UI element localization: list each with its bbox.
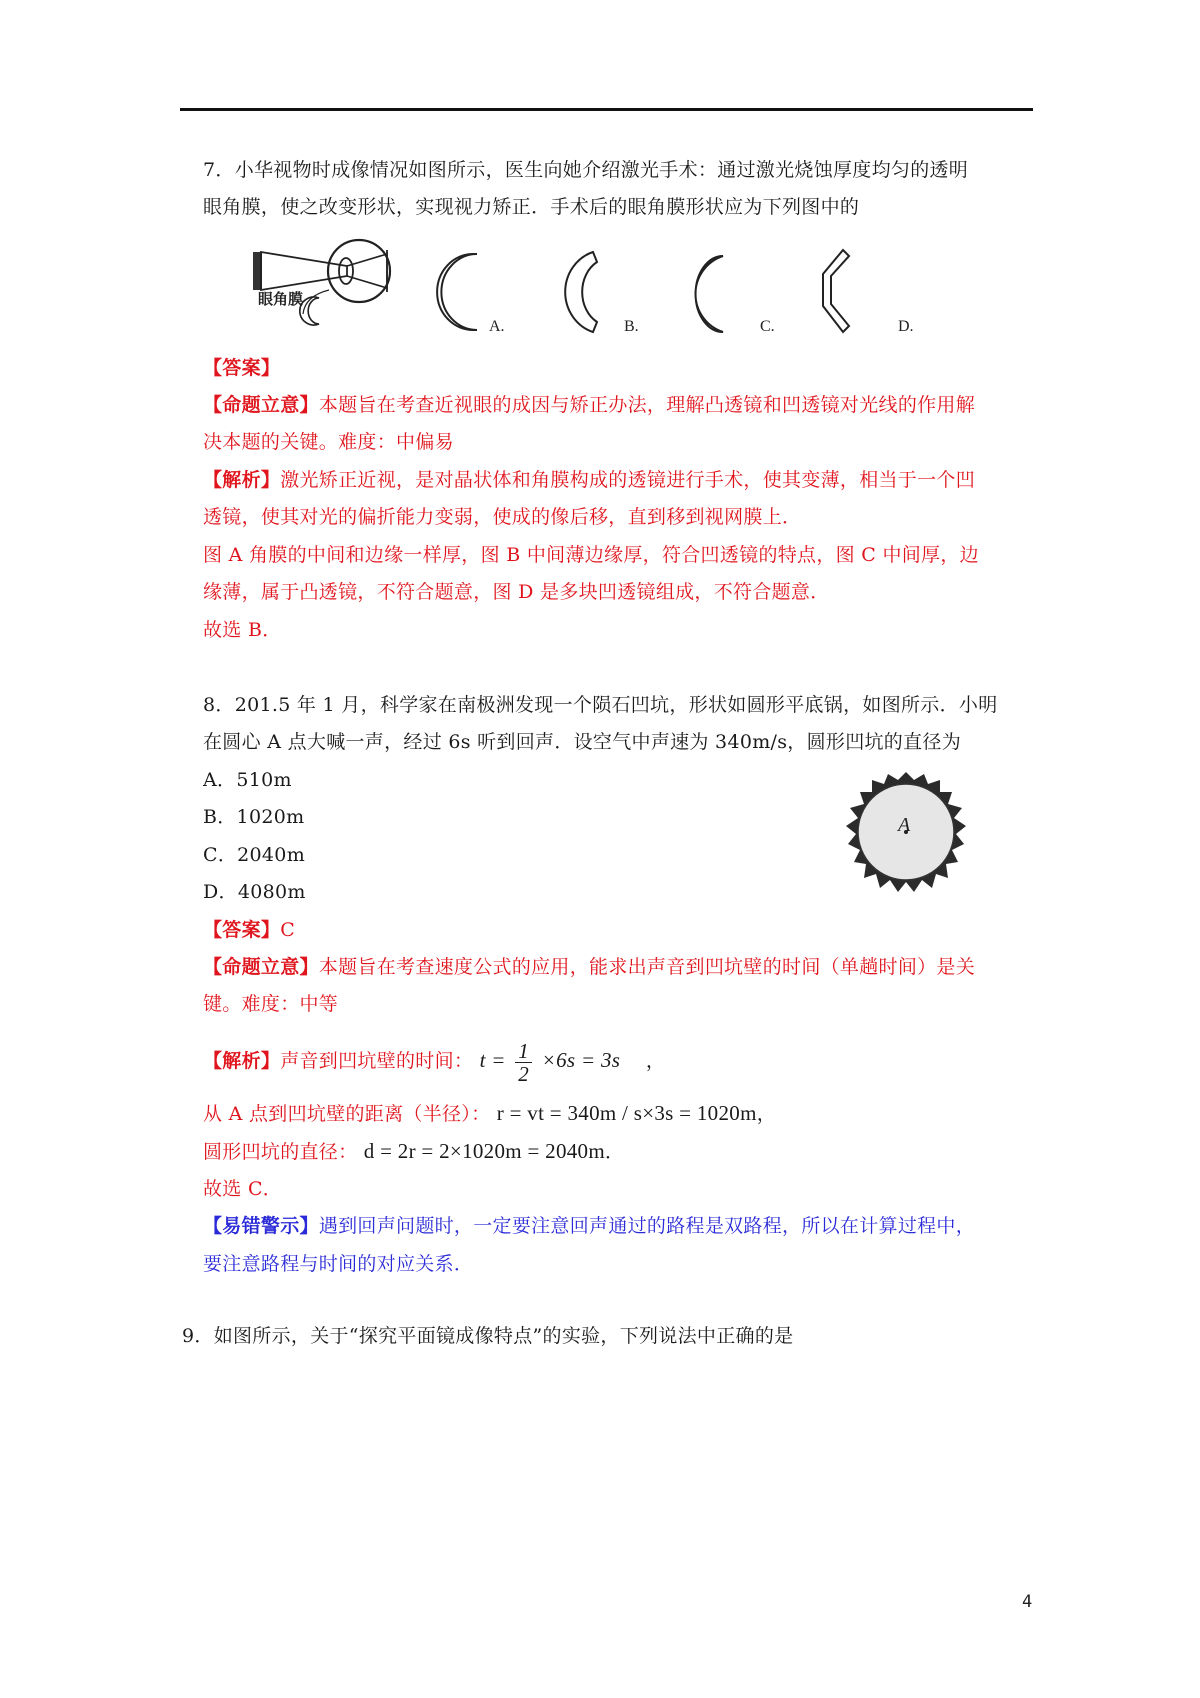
q7-answer-tag: 【答案】 [203, 357, 281, 379]
q7-option-a-label: A. [489, 318, 505, 335]
q8-analysis-text3: 圆形凹坑的直径： [203, 1141, 358, 1163]
q7-stem-line2: 眼角膜，使之改变形状，实现视力矫正．手术后的眼角膜形状应为下列图中的 [203, 196, 860, 218]
q7-intent-tag: 【命题立意】 [203, 394, 319, 416]
q8-warning-line2: 要注意路程与时间的对应关系． [203, 1253, 474, 1275]
option-d-shape [823, 250, 849, 332]
q8-formula-time [479, 1038, 626, 1086]
formula1-numerator: 1 [515, 1040, 532, 1063]
formula1-rest: ×6s = 3s [541, 1048, 621, 1072]
q9-stem-line1: 9．如图所示，关于“探究平面镜成像特点”的实验，下列说法中正确的是 [182, 1325, 794, 1347]
q7-intent-line1 [203, 392, 975, 418]
q8-intent-tag: 【命题立意】 [203, 956, 319, 978]
q7-analysis-text1: 激光矫正近视，是对晶状体和角膜构成的透镜进行手术，使其变薄，相当于一个凹 [280, 469, 976, 491]
formula1-denominator: 2 [518, 1061, 530, 1086]
q8-intent-line1 [203, 954, 975, 980]
q7-option-d-label: D. [898, 318, 914, 335]
q8-intent-text1: 本题旨在考查速度公式的应用，能求出声音到凹坑壁的时间（单趟时间）是关 [318, 956, 976, 978]
q7-figure-label: 眼角膜 [258, 292, 304, 308]
q7-intent-line2: 决本题的关键。难度：中偏易 [203, 431, 454, 453]
q8-analysis-text2: 从 A 点到凹坑壁的距离（半径）： [203, 1103, 491, 1125]
q8-stem-line2: 在圆心 A 点大喊一声，经过 6s 听到回声．设空气中声速为 340m/s，圆形凹坑的直径为 [203, 731, 961, 753]
q8-answer-value: C [280, 919, 296, 941]
page-number: 4 [1022, 1592, 1033, 1612]
object-icon [253, 252, 261, 290]
q8-answer-line [203, 917, 295, 943]
option-b-shape [565, 252, 597, 332]
q7-analysis-line2: 透镜，使其对光的偏折能力变弱，使成的像后移，直到移到视网膜上． [203, 506, 802, 528]
q8-formula-diameter: d = 2r = 2×1020m = 2040m [363, 1139, 605, 1163]
q8-analysis-line1 [203, 1034, 665, 1087]
q8-analysis-text1: 声音到凹坑壁的时间： [280, 1050, 474, 1072]
q8-answer-tag: 【答案】 [203, 919, 281, 941]
q8-warning-line1 [203, 1213, 975, 1239]
option-c-shape [695, 256, 723, 332]
q7-option-c-label: C. [760, 318, 775, 335]
q7-conclusion: 故选 B． [203, 619, 282, 641]
eye-icon [328, 240, 390, 302]
q8-conclusion: 故选 C． [203, 1178, 283, 1200]
formula1-lhs: t = [479, 1048, 506, 1072]
q8-analysis-line2 [203, 1100, 776, 1127]
light-cone-icon [261, 252, 347, 290]
q8-option-c: C．2040m [203, 844, 306, 866]
q8-analysis-line3 [203, 1138, 624, 1165]
q8-option-a: A．510m [203, 769, 292, 791]
q7-analysis-line3: 图 A 角膜的中间和边缘一样厚，图 B 中间薄边缘厚，符合凹透镜的特点，图 C 中间厚，边 [203, 544, 979, 566]
formula1-tail: ， [645, 1050, 666, 1072]
q8-formula-radius: r = vt = 340m / s×3s = 1020m [496, 1101, 757, 1125]
q7-analysis-line4: 缘薄，属于凸透镜，不符合题意，图 D 是多块凹透镜组成，不符合题意． [203, 581, 830, 603]
q8-intent-line2: 键。难度：中等 [203, 993, 339, 1015]
option-a-shape [437, 254, 477, 330]
q7-analysis-line1 [203, 467, 975, 493]
q7-analysis-tag: 【解析】 [203, 469, 281, 491]
q8-warning-tag: 【易错警示】 [203, 1215, 319, 1237]
q7-intent-text1: 本题旨在考查近视眼的成因与矫正办法，理解凸透镜和凹透镜对光线的作用解 [318, 394, 976, 416]
q8-option-d: D．4080m [203, 881, 306, 903]
q7-option-b-label: B. [624, 318, 639, 335]
q8-warning-text1: 遇到回声问题时，一定要注意回声通过的路程是双路程，所以在计算过程中， [318, 1215, 976, 1237]
q8-option-b: B．1020m [203, 806, 305, 828]
q7-figure [245, 232, 935, 350]
header-rule [180, 108, 1033, 111]
q8-analysis-tag: 【解析】 [203, 1050, 281, 1072]
q7-stem-line1: 7．小华视物时成像情况如图所示，医生向她介绍激光手术：通过激光烧蚀厚度均匀的透明 [203, 159, 969, 181]
formula1-fraction [515, 1040, 532, 1085]
formula2-tail: ， [756, 1103, 777, 1125]
q8-stem-line1: 8．201.5 年 1 月，科学家在南极洲发现一个陨石凹坑，形状如圆形平底锅，如图所示．小明 [203, 694, 998, 716]
lens-icon [339, 258, 353, 284]
formula3-tail: ． [605, 1141, 625, 1163]
q8-figure-label: A [898, 814, 911, 836]
